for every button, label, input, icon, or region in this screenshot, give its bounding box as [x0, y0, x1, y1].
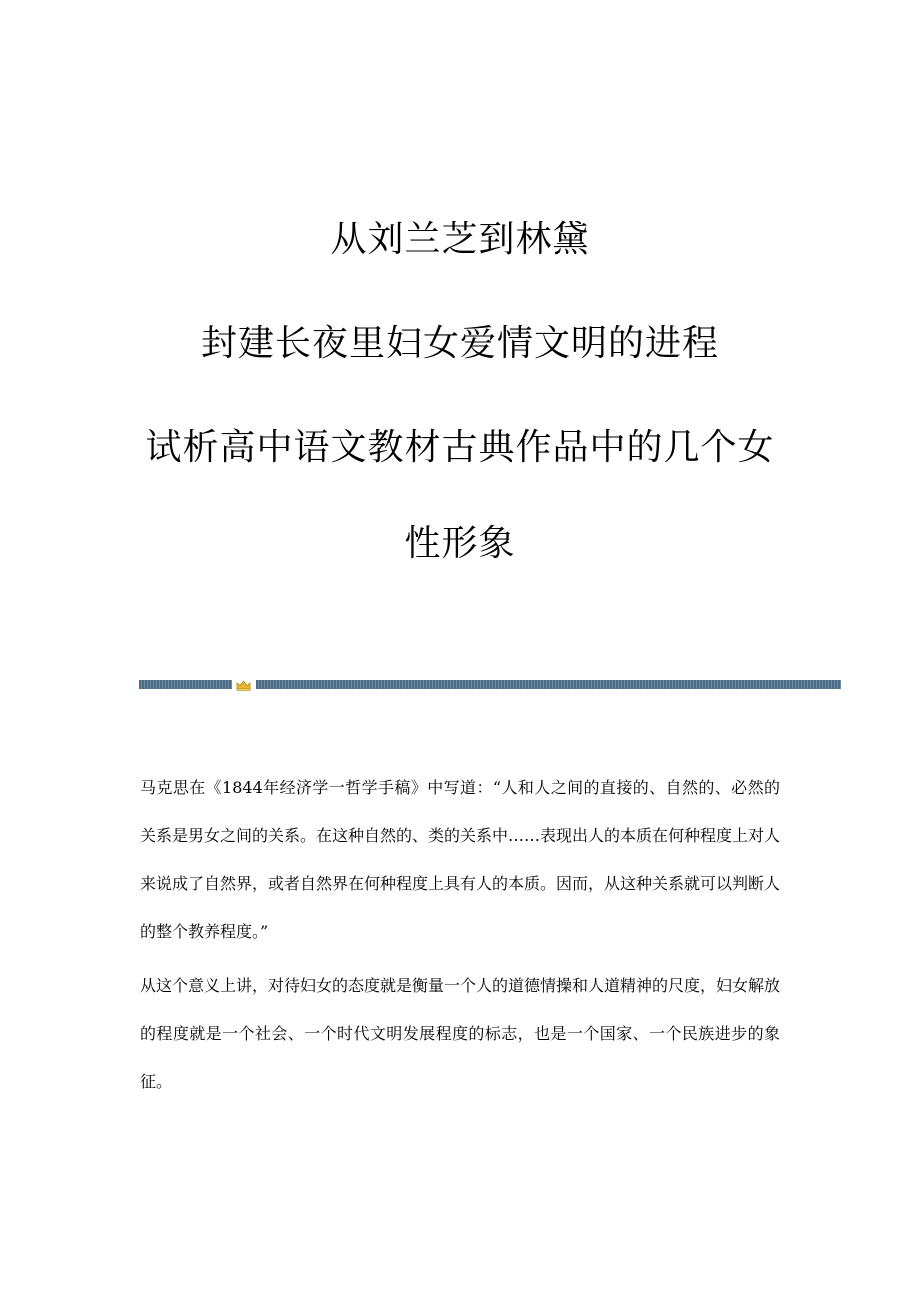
- section-divider: [139, 680, 841, 689]
- title-line-3: 试析高中语文教材古典作品中的几个女: [145, 427, 775, 468]
- title-line-1: 从刘兰芝到林黛: [330, 219, 590, 260]
- body-paragraph-1: 马克思在《1844年经济学一哲学手稿》中写道：“人和人之间的直接的、自然的、必然的关系是男女之间的关系。在这种自然的、类的关系中……表现出人的本质在何种程度上对人来说成了自然界，或者自然界在何种程度上具有人的本质。因而，从这种关系就可以判断人的整个教养程度。”: [140, 778, 781, 941]
- divider-right-segment: [256, 680, 841, 689]
- crown-ornament-icon: [236, 678, 251, 690]
- divider-left-segment: [139, 680, 232, 689]
- title-line-4: 性形象: [404, 523, 516, 564]
- body-paragraph-2: 从这个意义上讲，对待妇女的态度就是衡量一个人的道德情操和人道精神的尺度，妇女解放的程度就是一个社会、一个时代文明发展程度的标志，也是一个国家、一个民族进步的象征。: [140, 976, 781, 1091]
- title-line-2: 封建长夜里妇女爱情文明的进程: [200, 323, 719, 364]
